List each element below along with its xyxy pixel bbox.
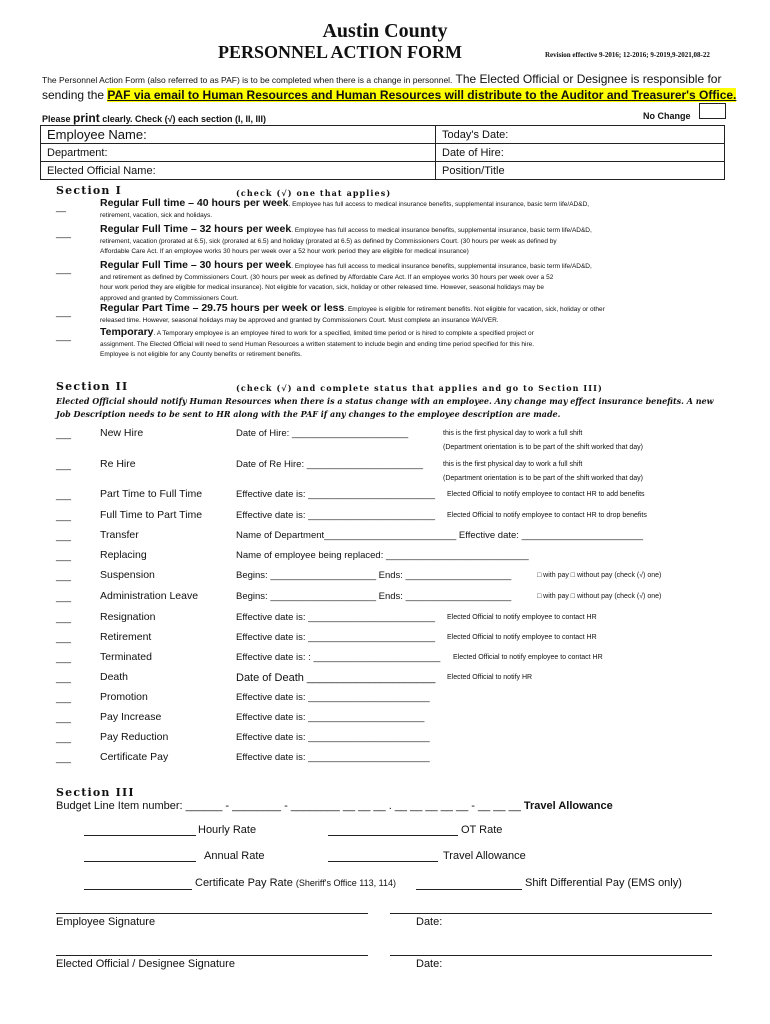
- status-check-blank[interactable]: ___: [56, 673, 72, 683]
- todays-date-field[interactable]: Today's Date:: [436, 126, 725, 144]
- status-note: □ with pay □ without pay (check (√) one): [537, 593, 662, 600]
- status-note: Elected Official to notify HR: [447, 674, 533, 681]
- status-check-blank[interactable]: ___: [56, 531, 72, 541]
- status-note: Elected Official to notify employee to contact HR: [447, 614, 597, 621]
- no-change-checkbox[interactable]: [699, 103, 726, 119]
- budget-line-item[interactable]: Budget Line Item number: ______ - ________ - ________ __ __ __ . __ __ __ __ __ - __ __ __ Travel Allowance: [56, 800, 613, 812]
- status-field[interactable]: Begins: ____________________ Ends: ____________________: [236, 570, 512, 581]
- form-title: PERSONNEL ACTION FORM: [218, 42, 463, 62]
- status-label: Promotion: [100, 691, 148, 703]
- official-date-line[interactable]: [390, 955, 712, 956]
- status-field[interactable]: Date of Re Hire: ______________________: [236, 459, 423, 470]
- status-label: Suspension: [100, 569, 155, 581]
- status-note-detail: (Department orientation is to be part of the shift worked that day): [443, 444, 643, 451]
- status-field[interactable]: Effective date is: _______________________: [236, 732, 430, 743]
- employee-signature-label: Employee Signature: [56, 916, 156, 928]
- status-label: Part Time to Full Time: [100, 488, 203, 500]
- official-signature-label: Elected Official / Designee Signature: [56, 958, 235, 970]
- official-signature-line[interactable]: [56, 955, 368, 956]
- status-field[interactable]: Effective date is: : ________________________: [236, 652, 441, 663]
- section-1-check-blank[interactable]: ___: [56, 331, 72, 341]
- status-note: this is the first physical day to work a full shift: [443, 461, 583, 468]
- status-field[interactable]: Effective date is: ________________________: [236, 632, 435, 643]
- status-field[interactable]: Name of employee being replaced: ___________________________: [236, 550, 529, 561]
- status-field[interactable]: Effective date is: ________________________: [236, 489, 435, 500]
- status-check-blank[interactable]: ___: [56, 713, 72, 723]
- status-note: Elected Official to notify employee to contact HR to add benefits: [447, 491, 645, 498]
- position-title-field[interactable]: Position/Title: [436, 162, 725, 180]
- elected-official-field[interactable]: Elected Official Name:: [41, 162, 436, 180]
- status-label: Replacing: [100, 549, 147, 561]
- status-note: Elected Official to notify employee to contact HR: [447, 634, 597, 641]
- employee-date-line[interactable]: [390, 913, 712, 914]
- status-field[interactable]: Begins: ____________________ Ends: ____________________: [236, 591, 512, 602]
- certificate-pay-rate-label: Certificate Pay Rate (Sheriff's Office 113, 114): [195, 877, 396, 889]
- section-3-heading: Section III: [56, 786, 135, 799]
- status-check-blank[interactable]: ___: [56, 571, 72, 581]
- status-note: this is the first physical day to work a full shift: [443, 430, 583, 437]
- section-1-option: Regular Full Time – 30 hours per week. Employee has full access to medical insurance benefits, supplemental insurance, basic term life/AD&D, and retirement as defined by Commissioners Court. (30 hours per week as defined by Affordable Care Act. If an employee works 30 hours per week over a 52 hour work period they are eligible for medical insurance). Not eligible for vacation, sick, holiday or other released time. However, seasonal holidays may be approved and granted by Commissioners Court.: [100, 259, 592, 302]
- status-label: Retirement: [100, 631, 152, 643]
- email-instruction: PAF via email to Human Resources and Human Resources will distribute to the Auditor and Treasurer's Office.: [107, 88, 737, 102]
- section-2-note: Elected Official should notify Human Resources when there is a status change with an employee. Any change may effect insurance benefits. A new Job Description needs to be sent to HR along with the PAF if any changes to the employee description are made.: [56, 396, 714, 419]
- status-note: Elected Official to notify employee to contact HR to drop benefits: [447, 512, 647, 519]
- section-2-heading: Section II: [56, 380, 129, 393]
- section-1-heading: Section I: [56, 184, 123, 197]
- status-label: Resignation: [100, 611, 156, 623]
- annual-rate-label: Annual Rate: [204, 850, 265, 862]
- status-label: Administration Leave: [100, 590, 199, 602]
- status-label: Pay Increase: [100, 711, 162, 723]
- section-1-option: Temporary. A Temporary employee is an employee hired to work for a specified, limited time period or is hired to complete a specified project or assignment. The Elected Official will need to send Human Resources a written statement to include begin and ending time period specified for this hire. Employee is not eligible for any County benefits or retirement benefits.: [100, 326, 535, 358]
- section-1-option: Regular Full time – 40 hours per week. Employee has full access to medical insurance benefits, supplemental insurance, basic term life/AD&D, retirement, vacation, sick and holidays.: [100, 197, 590, 219]
- section-1-option: Regular Part Time – 29.75 hours per week or less. Employee is eligible for retirement benefits. Not eligible for vacation, sick, holiday or other released time. However, seasonal holidays may be approved and granted by Commissioners Court. Must complete an insurance WAIVER.: [100, 302, 605, 324]
- status-check-blank[interactable]: ___: [56, 613, 72, 623]
- status-label: Terminated: [100, 651, 152, 663]
- department-field[interactable]: Department:: [41, 144, 436, 162]
- revision-note: Revision effective 9-2016; 12-2016; 9-2019,9-2021,08-22: [545, 51, 710, 59]
- section-1-check-blank[interactable]: ___: [56, 228, 72, 238]
- ot-rate-label: OT Rate: [461, 824, 503, 836]
- status-note: □ with pay □ without pay (check (√) one): [537, 572, 662, 579]
- intro-line-2: sending the PAF via email to Human Resources and Human Resources will distribute to the Auditor and Treasurer's Office.: [42, 88, 737, 102]
- status-check-blank[interactable]: ___: [56, 460, 72, 470]
- status-check-blank[interactable]: ___: [56, 653, 72, 663]
- status-note: Elected Official to notify employee to contact HR: [453, 654, 603, 661]
- status-field[interactable]: Effective date is: ________________________: [236, 510, 435, 521]
- employee-signature-line[interactable]: [56, 913, 368, 914]
- section-1-check-blank[interactable]: ___: [56, 264, 72, 274]
- status-field[interactable]: Effective date is: _______________________: [236, 752, 430, 763]
- section-1-option: Regular Full Time – 32 hours per week. Employee has full access to medical insurance benefits, supplemental insurance, basic term life/AD&D, retirement, vacation (prorated at 6.5), sick (prorated at 6.5) and holiday (prorated at 6.5) as defined by Commissioners Court. (30 hours per week as defined by Affordable Care Act. If an employee works 30 hours per week over a 52 hour work period they are eligible for medical insurance): [100, 223, 592, 255]
- status-note-detail: (Department orientation is to be part of the shift worked that day): [443, 475, 643, 482]
- status-label: Death: [100, 671, 129, 683]
- status-check-blank[interactable]: ___: [56, 733, 72, 743]
- section-1-check-blank[interactable]: ___: [56, 307, 72, 317]
- status-field[interactable]: Date of Death _____________________: [236, 672, 436, 684]
- date-of-hire-field[interactable]: Date of Hire:: [436, 144, 725, 162]
- section-1-check-blank[interactable]: __: [56, 202, 67, 212]
- intro-line-1: The Personnel Action Form (also referred to as PAF) is to be completed when there is a change in personnel. The Elected Official or Designee is responsible for: [42, 72, 722, 86]
- status-field[interactable]: Effective date is: _______________________: [236, 692, 430, 703]
- status-check-blank[interactable]: ___: [56, 693, 72, 703]
- section-1-instruction: (check (√) one that applies): [236, 188, 392, 198]
- status-check-blank[interactable]: ___: [56, 633, 72, 643]
- status-label: Re Hire: [100, 458, 136, 470]
- status-check-blank[interactable]: ___: [56, 490, 72, 500]
- status-label: Transfer: [100, 529, 139, 541]
- status-field[interactable]: Effective date is: ________________________: [236, 612, 435, 623]
- travel-allowance-label: Travel Allowance: [443, 850, 526, 862]
- hourly-rate-label: Hourly Rate: [198, 824, 257, 836]
- status-check-blank[interactable]: ___: [56, 753, 72, 763]
- status-label: New Hire: [100, 427, 144, 439]
- employee-date-label: Date:: [416, 916, 443, 928]
- official-date-label: Date:: [416, 958, 443, 970]
- shift-differential-label: Shift Differential Pay (EMS only): [525, 877, 682, 889]
- status-label: Certificate Pay: [100, 751, 169, 763]
- status-field[interactable]: Date of Hire: ______________________: [236, 428, 409, 439]
- status-check-blank[interactable]: ___: [56, 511, 72, 521]
- status-check-blank[interactable]: ___: [56, 429, 72, 439]
- status-label: Pay Reduction: [100, 731, 169, 743]
- status-check-blank[interactable]: ___: [56, 592, 72, 602]
- section-2-instruction: (check (√) and complete status that applies and go to Section III): [236, 383, 603, 393]
- status-field[interactable]: Effective date is: ______________________: [236, 712, 425, 723]
- county-title: Austin County: [322, 20, 448, 42]
- status-field[interactable]: Name of Department_________________________ Effective date: _______________________: [236, 530, 644, 541]
- status-check-blank[interactable]: ___: [56, 551, 72, 561]
- status-label: Full Time to Part Time: [100, 509, 203, 521]
- employee-name-field[interactable]: Employee Name:: [41, 126, 436, 144]
- no-change-label: No Change: [643, 111, 691, 121]
- print-instruction: Please print clearly. Check (√) each section (I, II, III): [42, 111, 267, 125]
- employee-info-table: [40, 125, 725, 180]
